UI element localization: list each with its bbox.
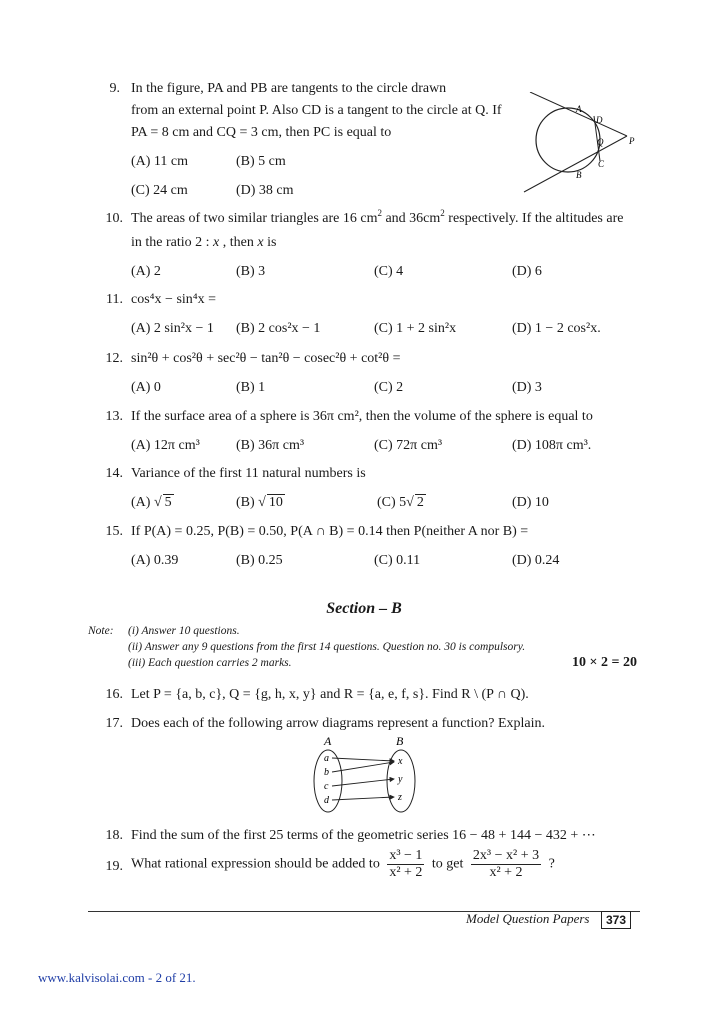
q19-stem: What rational expression should be added to $\frac{\text{x³ − 1}}{\text{x² + 2}}$ to get $\frac{\text{2x³ − x² + 3}}{\text{x² + 2}}$ ? — [131, 848, 555, 880]
q13-option-b: (B) 36π cm³ — [236, 438, 305, 453]
q10-number: 10. — [105, 211, 123, 226]
source-link[interactable]: www.kalvisolai.com - 2 of 21. — [38, 970, 196, 985]
q14-option-a: (A) √ 5 — [131, 495, 172, 510]
q9-line1: In the figure, PA and PB are tangents to the circle drawn — [131, 81, 447, 96]
q12-stem: sin²θ + cos²θ + sec²θ − tan²θ − cosec²θ + cot²θ = — [131, 351, 401, 366]
q11-option-c: (C) 1 + 2 sin²x — [374, 321, 457, 336]
q12-option-a: (A) 0 — [131, 380, 161, 395]
q10-option-b: (B) 3 — [236, 264, 266, 279]
q15-option-d: (D) 0.24 — [512, 553, 560, 568]
q11-option-a: (A) 2 sin²x − 1 — [131, 321, 214, 336]
set-a-item: c — [324, 781, 329, 792]
set-b-item: z — [398, 792, 402, 803]
fig-label-a: A — [576, 104, 582, 114]
q11-stem: cos⁴x − sin⁴x = — [131, 292, 217, 307]
q15-number: 15. — [105, 524, 123, 539]
q10-option-d: (D) 6 — [512, 264, 542, 279]
page-number: 373 — [601, 911, 631, 929]
q10-option-a: (A) 2 — [131, 264, 161, 279]
fig-label-b: B — [576, 170, 582, 180]
q9-option-c: (C) 24 cm — [131, 183, 188, 198]
q10-line1: The areas of two similar triangles are 16 $cm^2$ and $36cm^2$ respectively. If the altitudes are — [131, 208, 624, 226]
q11-option-d: (D) 1 − 2 cos²x. — [512, 321, 601, 336]
note-line-2: (ii) Answer any 9 questions from the first 14 questions. Question no. 30 is compulsory. — [128, 641, 526, 653]
q18-number: 18. — [105, 828, 123, 843]
q15-option-a: (A) 0.39 — [131, 553, 179, 568]
q13-number: 13. — [105, 409, 123, 424]
q19-number: 19. — [105, 859, 123, 874]
q9-line2: from an external point P. Also CD is a tangent to the circle at Q. If — [131, 103, 502, 118]
set-b-label: B — [396, 734, 404, 748]
fraction-2: $\frac{\text{2x³ − x² + 3}}{\text{x² + 2}}$ — [472, 848, 540, 880]
q15-stem: If P(A) = 0.25, P(B) = 0.50, P(A ∩ B) = 0.14 then P(neither A nor B) = — [131, 524, 529, 539]
q9-option-b: (B) 5 cm — [236, 154, 286, 169]
q16-number: 16. — [105, 687, 123, 702]
marks-total: 10 × 2 = 20 — [572, 655, 637, 670]
q12-option-c: (C) 2 — [374, 380, 404, 395]
q13-option-c: (C) 72π cm³ — [374, 438, 443, 453]
q12-option-b: (B) 1 — [236, 380, 266, 395]
q10-line2: in the ratio 2 : x , then x is — [131, 235, 277, 250]
q18-stem: Find the sum of the first 25 terms of the geometric series 16 − 48 + 144 − 432 + ⋯ — [131, 828, 596, 843]
fig-label-c: C — [598, 159, 605, 169]
fraction-1: $\frac{\text{x³ − 1}}{\text{x² + 2}}$ — [389, 848, 423, 880]
q9-option-d: (D) 38 cm — [236, 183, 294, 198]
fig-label-d: D — [596, 115, 603, 125]
fig-label-q: Q — [597, 137, 604, 147]
q17-number: 17. — [105, 716, 123, 731]
q9-line3: PA = 8 cm and CQ = 3 cm, then PC is equal to — [131, 125, 392, 140]
note-label: Note: — [88, 625, 114, 637]
footer-label: Model Question Papers — [466, 911, 590, 926]
note-line-1: (i) Answer 10 questions. — [128, 625, 240, 637]
q11-option-b: (B) 2 cos²x − 1 — [236, 321, 321, 336]
q14-option-c: (C) 5√ 2 — [377, 495, 424, 510]
q15-option-c: (C) 0.11 — [374, 553, 421, 568]
q13-option-a: (A) 12π cm³ — [131, 438, 200, 453]
set-a-item: d — [324, 795, 329, 806]
q10-option-c: (C) 4 — [374, 264, 404, 279]
fig-label-p: P — [629, 136, 635, 146]
q14-number: 14. — [105, 466, 123, 481]
q14-option-b: (B) √ 10 — [236, 495, 283, 510]
q17-stem: Does each of the following arrow diagrams represent a function? Explain. — [131, 716, 546, 731]
tangent-circle-figure — [510, 92, 650, 202]
q9-number: 9. — [109, 81, 120, 96]
q13-stem: If the surface area of a sphere is 36π cm², then the volume of the sphere is equal to — [131, 409, 593, 424]
q9-option-a: (A) 11 cm — [131, 154, 189, 169]
section-title: Section – B — [326, 600, 402, 617]
note-line-3: (iii) Each question carries 2 marks. — [128, 657, 292, 669]
q14-stem: Variance of the first 11 natural numbers is — [131, 466, 366, 481]
arrow-diagram — [300, 733, 440, 813]
set-a-label: A — [324, 734, 332, 748]
set-a-item: b — [324, 767, 329, 778]
q12-number: 12. — [105, 351, 123, 366]
q16-stem: Let P = {a, b, c}, Q = {g, h, x, y} and R = {a, e, f, s}. Find R \ (P ∩ Q). — [131, 687, 529, 702]
q11-number: 11. — [106, 292, 123, 307]
q14-option-d: (D) 10 — [512, 495, 549, 510]
set-b-item: x — [398, 756, 403, 767]
q15-option-b: (B) 0.25 — [236, 553, 283, 568]
q12-option-d: (D) 3 — [512, 380, 542, 395]
set-a-item: a — [324, 753, 329, 764]
set-b-item: y — [398, 774, 403, 785]
q13-option-d: (D) 108π cm³. — [512, 438, 592, 453]
